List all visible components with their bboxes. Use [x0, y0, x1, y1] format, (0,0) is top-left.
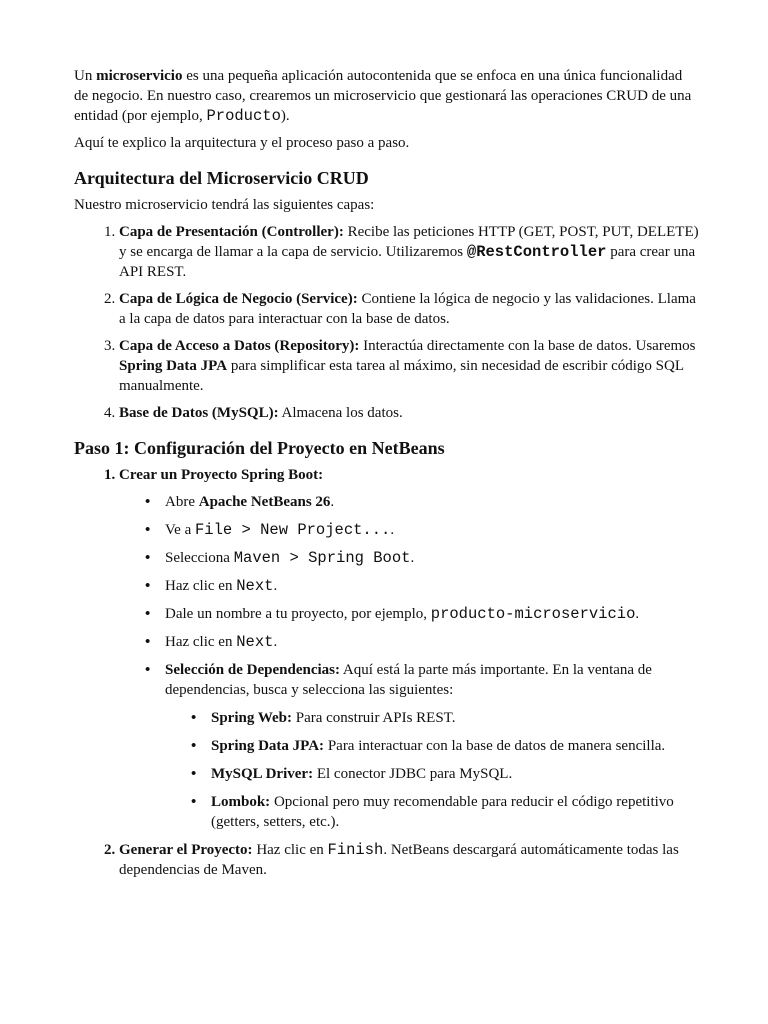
- step1-heading: Paso 1: Configuración del Proyecto en NetBeans: [74, 438, 445, 458]
- list-item: [119, 465, 700, 832]
- item-text: Aquí está la parte más importante. En la ventana de dependencias, busca y selecciona las siguientes:: [165, 662, 652, 698]
- list-item: [145, 520, 700, 540]
- item-title: Capa de Acceso a Datos (Repository):: [119, 338, 360, 354]
- text: .: [330, 494, 335, 510]
- list-item: [145, 492, 700, 512]
- inline-code: File > New Project...: [195, 521, 391, 539]
- dependency-desc: El conector JDBC para MySQL.: [313, 766, 513, 782]
- list-item: [145, 576, 700, 596]
- text: Haz clic en: [252, 842, 328, 858]
- bullet-icon: •: [191, 794, 197, 810]
- list-item: [119, 403, 700, 423]
- text: Abre: [165, 494, 199, 510]
- dependency-name: Spring Web:: [211, 710, 292, 726]
- dependency-item: [191, 736, 700, 756]
- item-text: Almacena los datos.: [278, 405, 403, 421]
- bullet-icon: •: [191, 766, 197, 782]
- item-title: Capa de Lógica de Negocio (Service):: [119, 291, 358, 307]
- item-title: Selección de Dependencias:: [165, 662, 340, 678]
- text: Haz clic en: [165, 578, 237, 594]
- bullet-icon: •: [145, 550, 151, 566]
- text: . NetBeans descargará automáticamente todas las dependencias de Maven.: [119, 842, 679, 878]
- inline-code: Next: [236, 577, 274, 595]
- dependency-name: Spring Data JPA:: [211, 738, 325, 754]
- bullet-icon: •: [145, 578, 151, 594]
- list-item: [119, 222, 700, 282]
- dependency-desc: Para construir APIs REST.: [292, 710, 456, 726]
- architecture-list: [74, 222, 700, 423]
- list-item: [145, 632, 700, 652]
- item-text: Contiene la lógica de negocio y las validaciones. Llama a la capa de datos para interactuar con la base de datos.: [119, 291, 696, 327]
- inline-code: Next: [236, 633, 274, 651]
- bullet-icon: •: [145, 662, 151, 678]
- list-item: [145, 660, 700, 832]
- dependency-desc: Opcional pero muy recomendable para reducir el código repetitivo (getters, setters, etc.).: [211, 794, 674, 830]
- list-item: [119, 840, 700, 880]
- bullet-icon: •: [145, 494, 151, 510]
- dependency-name: MySQL Driver:: [211, 766, 314, 782]
- intro-paragraph: [74, 66, 700, 126]
- dependency-item: [191, 792, 700, 832]
- inline-code: Finish: [327, 841, 384, 859]
- text: .: [390, 522, 395, 538]
- list-item: [145, 604, 700, 624]
- bullet-icon: •: [145, 522, 151, 538]
- text: Ve a: [165, 522, 195, 538]
- item-title: Generar el Proyecto:: [119, 842, 253, 858]
- bullet-list: [119, 492, 700, 832]
- bullet-icon: •: [191, 738, 197, 754]
- inline-code: @RestController: [466, 243, 607, 261]
- item-title: Crear un Proyecto Spring Boot: [119, 467, 319, 483]
- text: .: [273, 634, 278, 650]
- dependency-list: [165, 708, 700, 832]
- list-item: [119, 336, 700, 396]
- item-colon: :: [318, 467, 324, 483]
- text: Selecciona: [165, 550, 234, 566]
- item-text: para crear una API REST.: [119, 244, 696, 280]
- text: Dale un nombre a tu proyecto, por ejemplo,: [165, 606, 431, 622]
- bullet-icon: •: [145, 606, 151, 622]
- text: .: [635, 606, 640, 622]
- item-text: para simplificar esta tarea al máximo, sin necesidad de escribir código SQL manualmente.: [119, 358, 684, 394]
- text: es una pequeña aplicación autocontenida que se enfoca en una única funcionalidad de negocio. En nuestro caso, crearemos un microservicio que gestionará las operaciones CRUD de una entidad (por ejemplo,: [74, 68, 692, 124]
- intro-paragraph-2: Aquí te explico la arquitectura y el proceso paso a paso.: [74, 135, 410, 151]
- step1-list: [74, 465, 700, 880]
- dependency-name: Lombok:: [211, 794, 271, 810]
- list-item: [119, 289, 700, 329]
- document-page: [74, 66, 700, 887]
- item-text: Interactúa directamente con la base de datos. Usaremos: [359, 338, 696, 354]
- bullet-icon: •: [191, 710, 197, 726]
- term: Apache NetBeans 26: [198, 494, 331, 510]
- inline-code: producto-microservicio: [430, 605, 636, 623]
- text: Un: [74, 68, 97, 84]
- item-title: Base de Datos (MySQL):: [119, 405, 279, 421]
- text: Haz clic en: [165, 634, 237, 650]
- term-spring-data-jpa: Spring Data JPA: [119, 358, 228, 374]
- term-microservicio: microservicio: [96, 68, 183, 84]
- inline-code: Maven > Spring Boot: [233, 549, 411, 567]
- architecture-lead: Nuestro microservicio tendrá las siguientes capas:: [74, 197, 375, 213]
- dependency-item: [191, 764, 700, 784]
- text: .: [410, 550, 415, 566]
- inline-code: Producto: [206, 107, 281, 125]
- bullet-icon: •: [145, 634, 151, 650]
- text: .: [273, 578, 278, 594]
- text: ).: [280, 108, 290, 124]
- dependency-item: [191, 708, 700, 728]
- architecture-heading: Arquitectura del Microservicio CRUD: [74, 168, 369, 188]
- dependency-desc: Para interactuar con la base de datos de manera sencilla.: [324, 738, 666, 754]
- item-text: Recibe las peticiones HTTP (GET, POST, PUT, DELETE) y se encarga de llamar a la capa de servicio. Utilizaremos: [119, 224, 699, 260]
- item-title: Capa de Presentación (Controller):: [119, 224, 344, 240]
- list-item: [145, 548, 700, 568]
